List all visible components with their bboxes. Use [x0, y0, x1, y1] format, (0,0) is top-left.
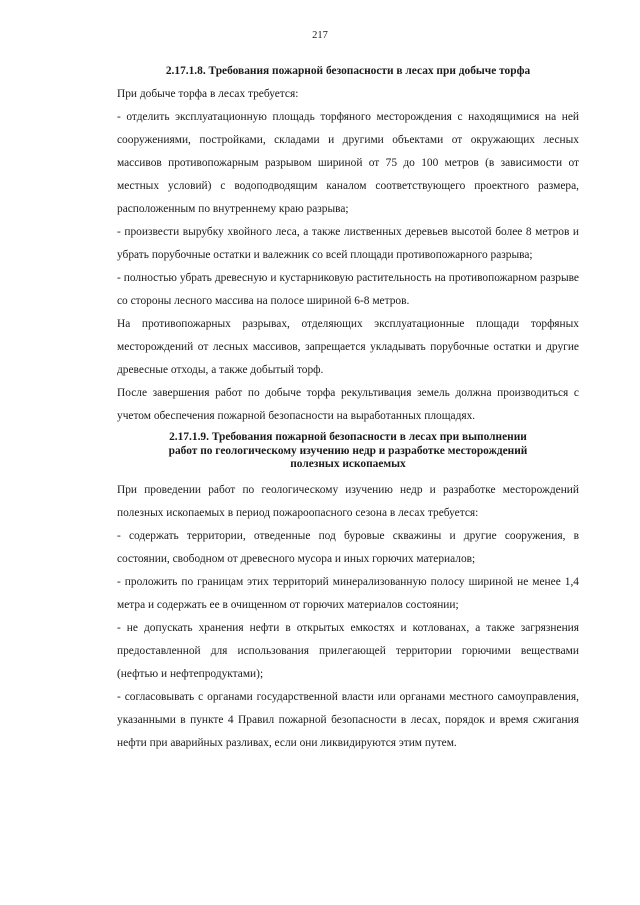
page-content — [117, 60, 579, 755]
paragraph: - не допускать хранения нефти в открытых емкостях и котлованах, а также загрязнения предоставленной для использования прилегающей территории горючими веществами (нефтью и нефтепродуктами); — [117, 621, 579, 680]
section-heading-line: полезных ископаемых — [290, 458, 406, 470]
paragraph: - содержать территории, отведенные под буровые скважины и другие сооружения, в состоянии, свободном от древесного мусора и иных горючих материалов; — [117, 529, 579, 565]
paragraph: - произвести вырубку хвойного леса, а также лиственных деревьев высотой более 8 метров и убрать порубочные остатки и валежник со всей площади противопожарного разрыва; — [117, 226, 579, 261]
paragraph: При проведении работ по геологическому изучению недр и разработке месторождений полезных ископаемых в период пожароопасного сезона в лесах требуется: — [117, 483, 579, 519]
page-number: 217 — [312, 30, 328, 41]
paragraph: - полностью убрать древесную и кустарниковую растительность на противопожарном разрыве со стороны лесного массива на полосе шириной 6-8 метров. — [117, 272, 579, 307]
paragraph: - проложить по границам этих территорий минерализованную полосу шириной не менее 1,4 метра и содержать ее в очищенном от горючих материалов состоянии; — [117, 575, 579, 611]
section-heading-line: работ по геологическому изучению недр и разработке месторождений — [168, 444, 528, 457]
section-heading-2-17-1-8: 2.17.1.8. Требования пожарной безопасности в лесах при добыче торфа — [165, 65, 531, 77]
paragraph: При добыче торфа в лесах требуется: — [117, 88, 299, 100]
section-heading-2-17-1-9 — [117, 431, 579, 472]
paragraph: - согласовывать с органами государственной власти или органами местного самоуправления, указанными в пункте 4 Правил пожарной безопасности в лесах, порядок и время сжигания нефти при аварийных разливах, если они ликвидируются этим путем. — [117, 690, 579, 749]
section-heading-line: 2.17.1.9. Требования пожарной безопасности в лесах при выполнении — [169, 431, 527, 443]
paragraph: После завершения работ по добыче торфа рекультивация земель должна производиться с учетом обеспечения пожарной безопасности на выработанных площадях. — [117, 387, 579, 422]
paragraph: На противопожарных разрывах, отделяющих эксплуатационные площади торфяных месторождений от лесных массивов, запрещается укладывать порубочные остатки и другие древесные отходы, а также добытый торф. — [117, 318, 579, 376]
paragraph: - отделить эксплуатационную площадь торфяного месторождения с находящимися на ней сооружениями, постройками, складами и другими объектами от окружающих лесных массивов противопожарным разрывом шириной от 75 до 100 метров (в зависимости от местных условий) с водоподводящим каналом соответствующего проектного размера, расположенным по внутреннему краю разрыва; — [117, 111, 579, 215]
